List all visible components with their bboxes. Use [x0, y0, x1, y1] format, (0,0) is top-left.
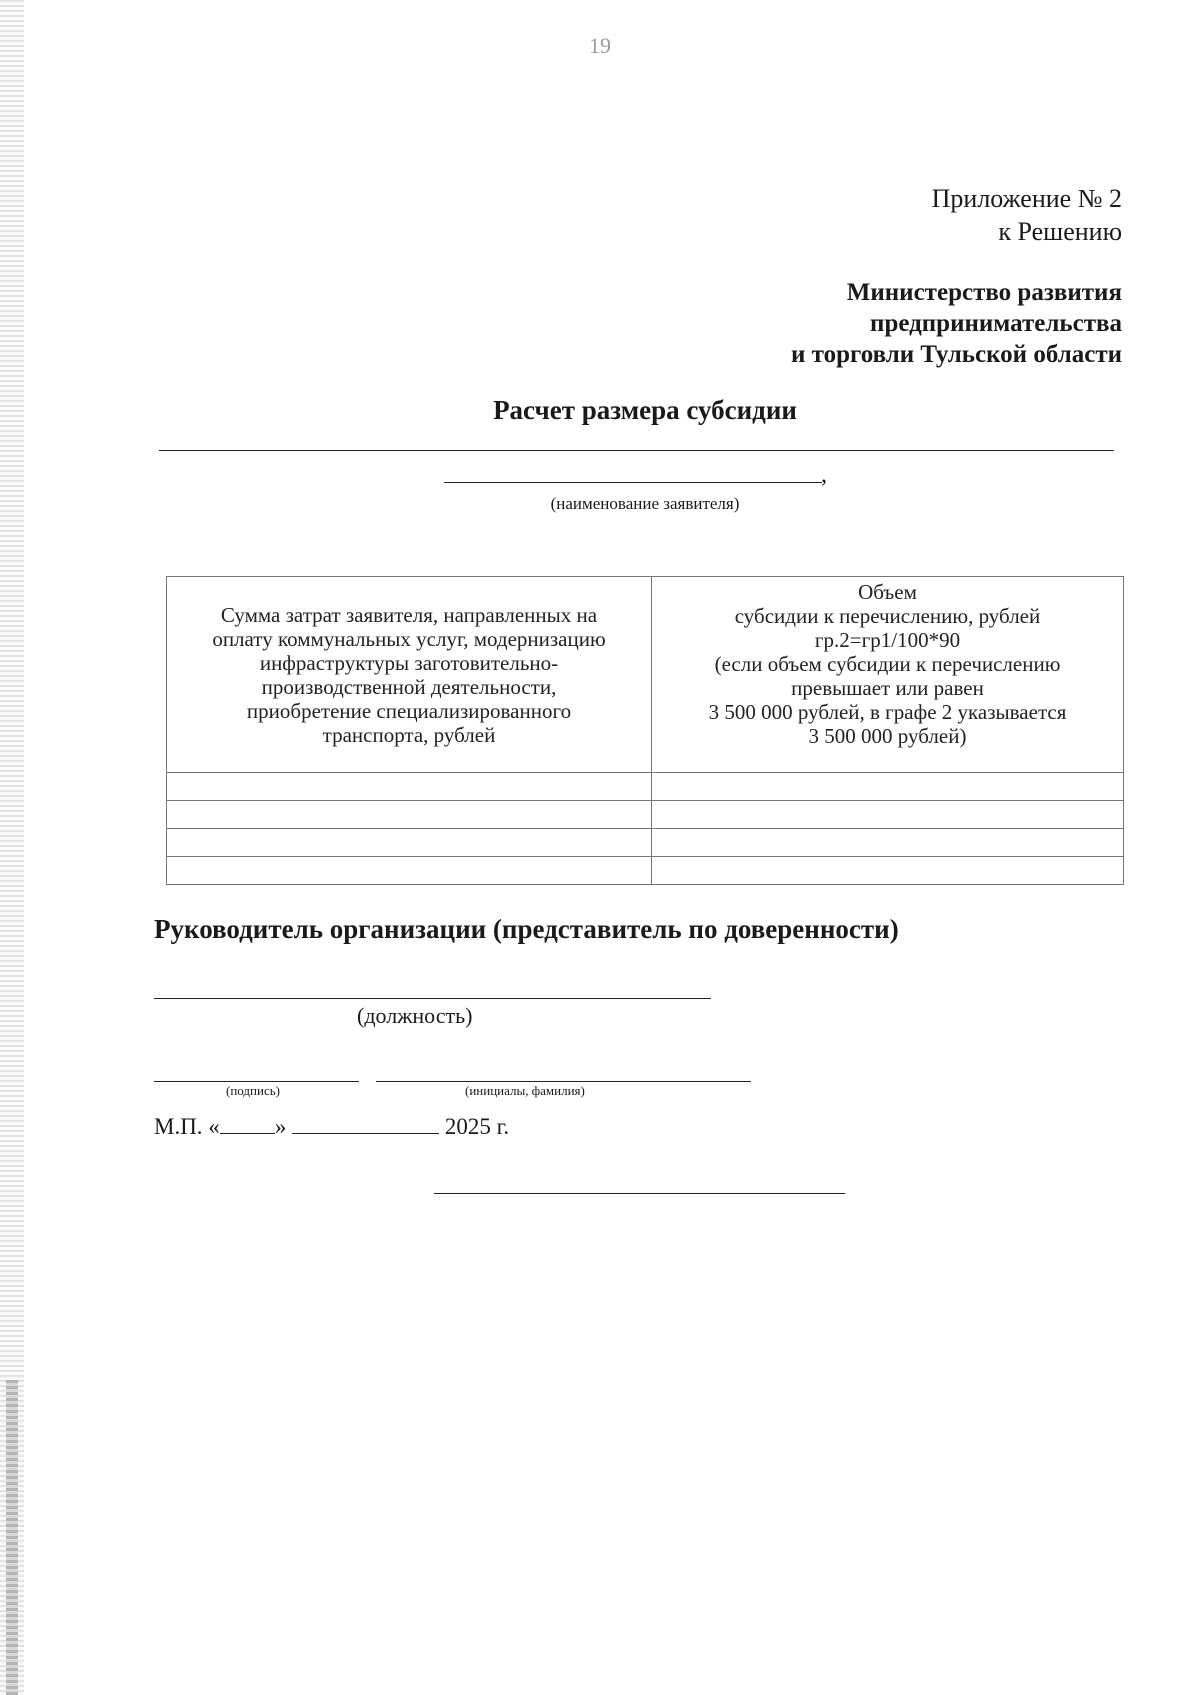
manager-heading: Руководитель организации (представитель по доверенности)	[154, 914, 899, 944]
bottom-divider	[434, 1193, 845, 1194]
subsidy-table	[166, 576, 1124, 885]
year-label: 2025 г.	[444, 1114, 510, 1139]
header-costs-cell	[167, 577, 652, 773]
costs-header-line: Сумма затрат заявителя, направленных на	[220, 602, 598, 627]
subsidy-input-cell[interactable]	[652, 801, 1124, 829]
month-blank[interactable]	[292, 1113, 439, 1134]
ministry-line-2: предпринимательства	[870, 310, 1122, 337]
table-row	[167, 773, 1124, 801]
applicant-full-line	[159, 450, 1114, 451]
costs-header-line: транспорта, рублей	[322, 722, 496, 747]
signature-caption: (подпись)	[226, 1083, 280, 1098]
signature-line[interactable]	[154, 1081, 359, 1082]
costs-input-cell[interactable]	[167, 857, 652, 885]
document-title: Расчет размера субсидии	[493, 395, 797, 425]
scan-edge-shadow	[6, 1380, 18, 1695]
seal-date-line	[154, 1113, 509, 1140]
seal-middle: »	[274, 1114, 287, 1139]
subsidy-input-cell[interactable]	[652, 857, 1124, 885]
subsidy-header-line: 3 500 000 рублей, в графе 2 указывается	[708, 700, 1067, 724]
costs-header-line: инфраструктуры заготовительно-	[259, 650, 559, 675]
position-line[interactable]	[154, 998, 711, 999]
costs-header-line: производственной деятельности,	[261, 674, 557, 699]
costs-input-cell[interactable]	[167, 829, 652, 857]
ministry-addressee	[791, 277, 1122, 370]
page-number: 19	[589, 33, 611, 58]
table-row	[167, 801, 1124, 829]
ministry-line-1: Министерство развития	[846, 279, 1122, 306]
appendix-reference	[932, 182, 1122, 248]
initials-caption: (инициалы, фамилия)	[465, 1083, 585, 1098]
subsidy-input-cell[interactable]	[652, 829, 1124, 857]
applicant-caption: (наименование заявителя)	[550, 494, 740, 513]
position-caption: (должность)	[357, 1003, 473, 1028]
table-row	[167, 829, 1124, 857]
costs-input-cell[interactable]	[167, 801, 652, 829]
costs-header-line: оплату коммунальных услуг, модернизацию	[212, 626, 606, 651]
subsidy-header-line: (если объем субсидии к перечислению	[714, 652, 1061, 676]
subsidy-header-line: превышает или равен	[791, 676, 984, 700]
table-row	[167, 857, 1124, 885]
table-header-row	[167, 577, 1124, 773]
appendix-line-1: Приложение № 2	[931, 184, 1122, 213]
subsidy-header-line: субсидии к перечислению, рублей	[734, 604, 1041, 628]
subsidy-header-line: 3 500 000 рублей)	[808, 724, 967, 748]
subsidy-input-cell[interactable]	[652, 773, 1124, 801]
day-blank[interactable]	[220, 1113, 275, 1134]
ministry-line-3: и торговли Тульской области	[790, 341, 1122, 368]
costs-header-line: приобретение специализированного	[246, 698, 572, 723]
initials-line[interactable]	[376, 1081, 751, 1082]
subsidy-header-line: гр.2=гр1/100*90	[814, 628, 961, 652]
header-subsidy-cell	[652, 577, 1124, 773]
appendix-line-2: к Решению	[998, 217, 1122, 246]
applicant-short-line	[444, 482, 822, 483]
seal-prefix: М.П. «	[154, 1114, 220, 1139]
subsidy-header-line: Объем	[858, 580, 917, 604]
costs-input-cell[interactable]	[167, 773, 652, 801]
applicant-comma: ,	[821, 462, 827, 488]
